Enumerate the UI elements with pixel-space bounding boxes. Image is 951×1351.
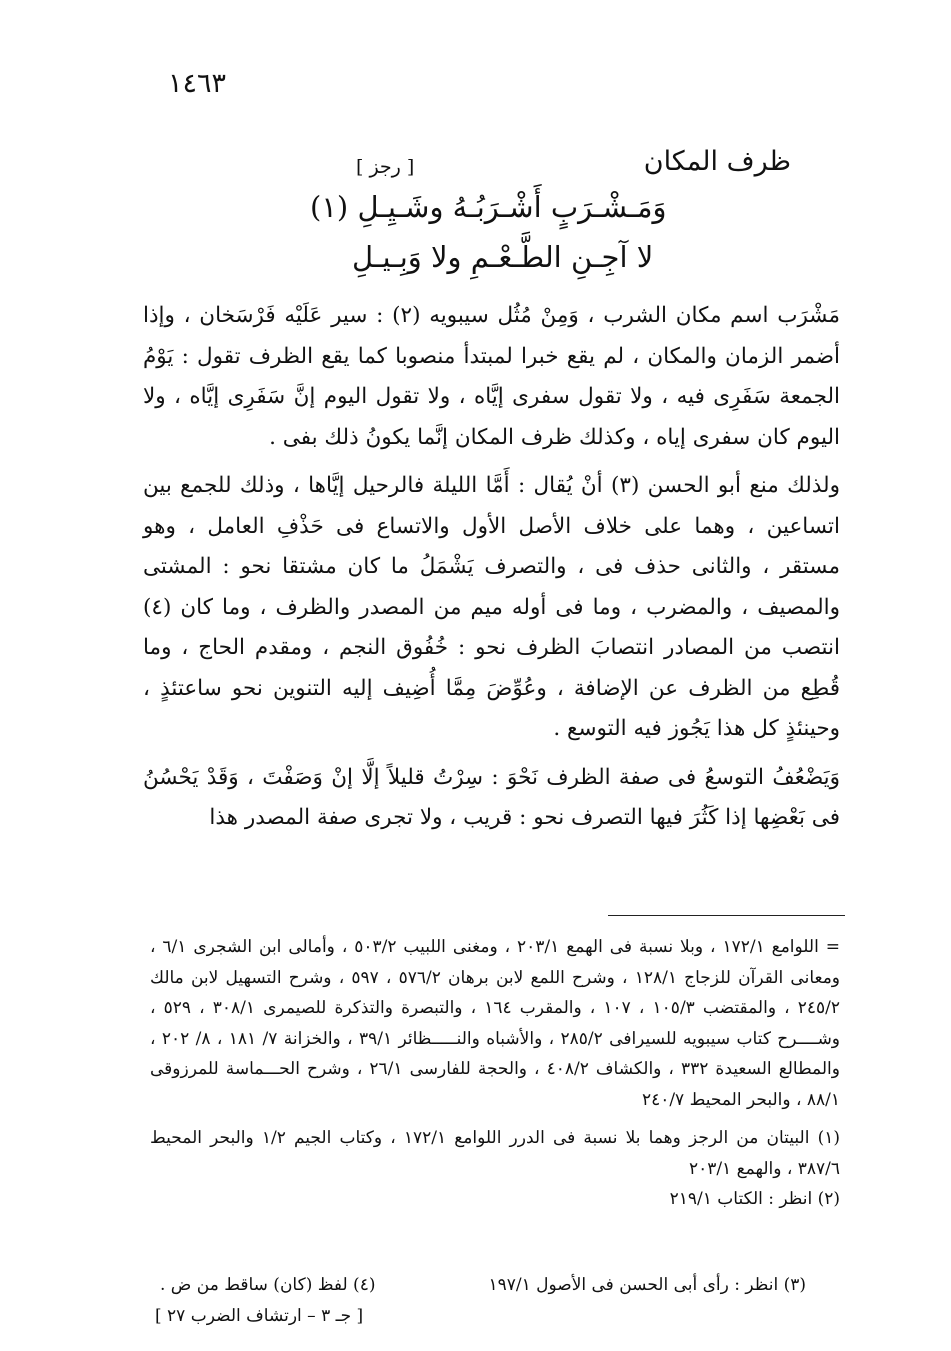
verse-line: لا آجِـنِ الطَّـعْـمِ ولا وَبِـيـلِ <box>352 240 654 274</box>
paragraph: وَيَضْعُفُ التوسعُ فى صفة الظرف نَحْوَ : سِرْتُ قليلاً إلَّا إنْ وَصَفْتَ ، وَقَدْ يَحْسُنُ فى بَعْضِها إذا كَثُرَ فيها التصرف نحو : قريب ، ولا تجرى صفة المصدر هذا <box>143 764 840 830</box>
footnote-continuation: = اللوامع ١٧٢/١ ، وبلا نسبة فى الهمع ٢٠٣/١ ، ومغنى اللبيب ٥٠٣/٢ ، وأمالى ابن الشجرى ٦/١ ، ومعانى القرآن للزجاج ١٢٨/١ ، وشرح اللمع لابن برهان ٥٧٦/٢ ، ٥٩٧ ، وشرح التسهيل لابن مالك ٢٤٥/٢ ، والمقتضب ١٠٥/٣ ، ١٠٧ ، والمقرب ١٦٤ ، والتبصرة والتذكرة للصيمرى ٣٠٨/١ ، ٥٢٩ ، وشــــرح كتاب سيبويه للسيرافى ٢٨٥/٢ ، والأشباه والنـــــظائر ٣٩/١ ، والخزانة ٧/ ١٨١ ، ٨/ ٢٠٢ ، والمطالع السعيدة ٣٣٢ ، والكشاف ٤٠٨/٢ ، والحجة للفارسى ٢٦/١ ، وشرح الحـــماسة للمرزوقى ٨٨/١ ، والبحر المحيط ٢٤٠/٧ <box>150 937 841 1110</box>
footnote-4: (٤) لفظ (كان) ساقط من ض . <box>160 1275 376 1295</box>
paragraph: ولذلك منع أبو الحسن (٣) أنْ يُقال : أَمَّا الليلة فالرحيل إيَّاها ، وذلك للجمع بين اتساعين ، وهما على خلاف الأصل الأول والاتساع فى حَذْفِ العامل ، وهو مستقر ، والثانى حذف فى ، والتصرف يَشْمَلُ ما كان مشتقا نحو : المشتى والمصيف ، والمضرب ، وما فى أوله ميم من المصدر والظرف ، وما كان (٤) انتصب من المصادر انتصابَ الظرف نحو : خُفُوق النجم ، ومقدم الحاج ، وما قُطِع من الظرف عن الإضافة ، وعُوِّضَ مِمَّا أُضِيف إليه التنوين نحو ساعتئذٍ ، وحينئذٍ كل هذا يَجُوز فيه التوسع . <box>143 473 840 741</box>
page-number: ١٤٦٣ <box>168 68 227 99</box>
footnote-2: (٢) انظر : الكتاب ٢١٩/١ <box>669 1189 840 1209</box>
meter-label: [ رجز ] <box>356 156 415 178</box>
footnote-3: (٣) انظر : رأى أبى الحسن فى الأصول ١٩٧/١ <box>488 1275 806 1295</box>
main-text <box>143 296 840 839</box>
signature-line: [ جـ ٣ – ارتشاف الضرب ٢٧ ] <box>155 1306 364 1326</box>
section-heading: ظرف المكان <box>643 146 791 177</box>
verse-line: وَمَـشْـرَبٍ أَشْـرَبُـهُ وشَـيِـلِ (١) <box>310 190 667 224</box>
footnote-divider <box>608 915 845 916</box>
footnote-1: (١) البيتان من الرجز وهما بلا نسبة فى الدرر اللوامع ١٧٢/١ ، وكتاب الجيم ١/٢ والبحر المحيط ٣٨٧/٦ ، والهمع ٢٠٣/١ <box>150 1128 840 1179</box>
paragraph: مَشْرَب اسم مكان الشرب ، وَمِنْ مُثُل سيبويه (٢) : سير عَلَيْه فَرْسَخان ، وإذا أضمر الزمان والمكان ، لم يقع خبرا لمبتدأ منصوبا كما يقع الظرف تقول : يَوْمُ الجمعة سَفَرِى فيه ، ولا تقول سفرى إيَّاه ، ولا تقول اليوم إنَّ سَفَرِى إيَّاه ، ولا اليوم كان سفرى إياه ، وكذلك ظرف المكان إنَّما يكونُ ذلك بفى . <box>143 303 841 450</box>
footnotes <box>150 932 840 1215</box>
